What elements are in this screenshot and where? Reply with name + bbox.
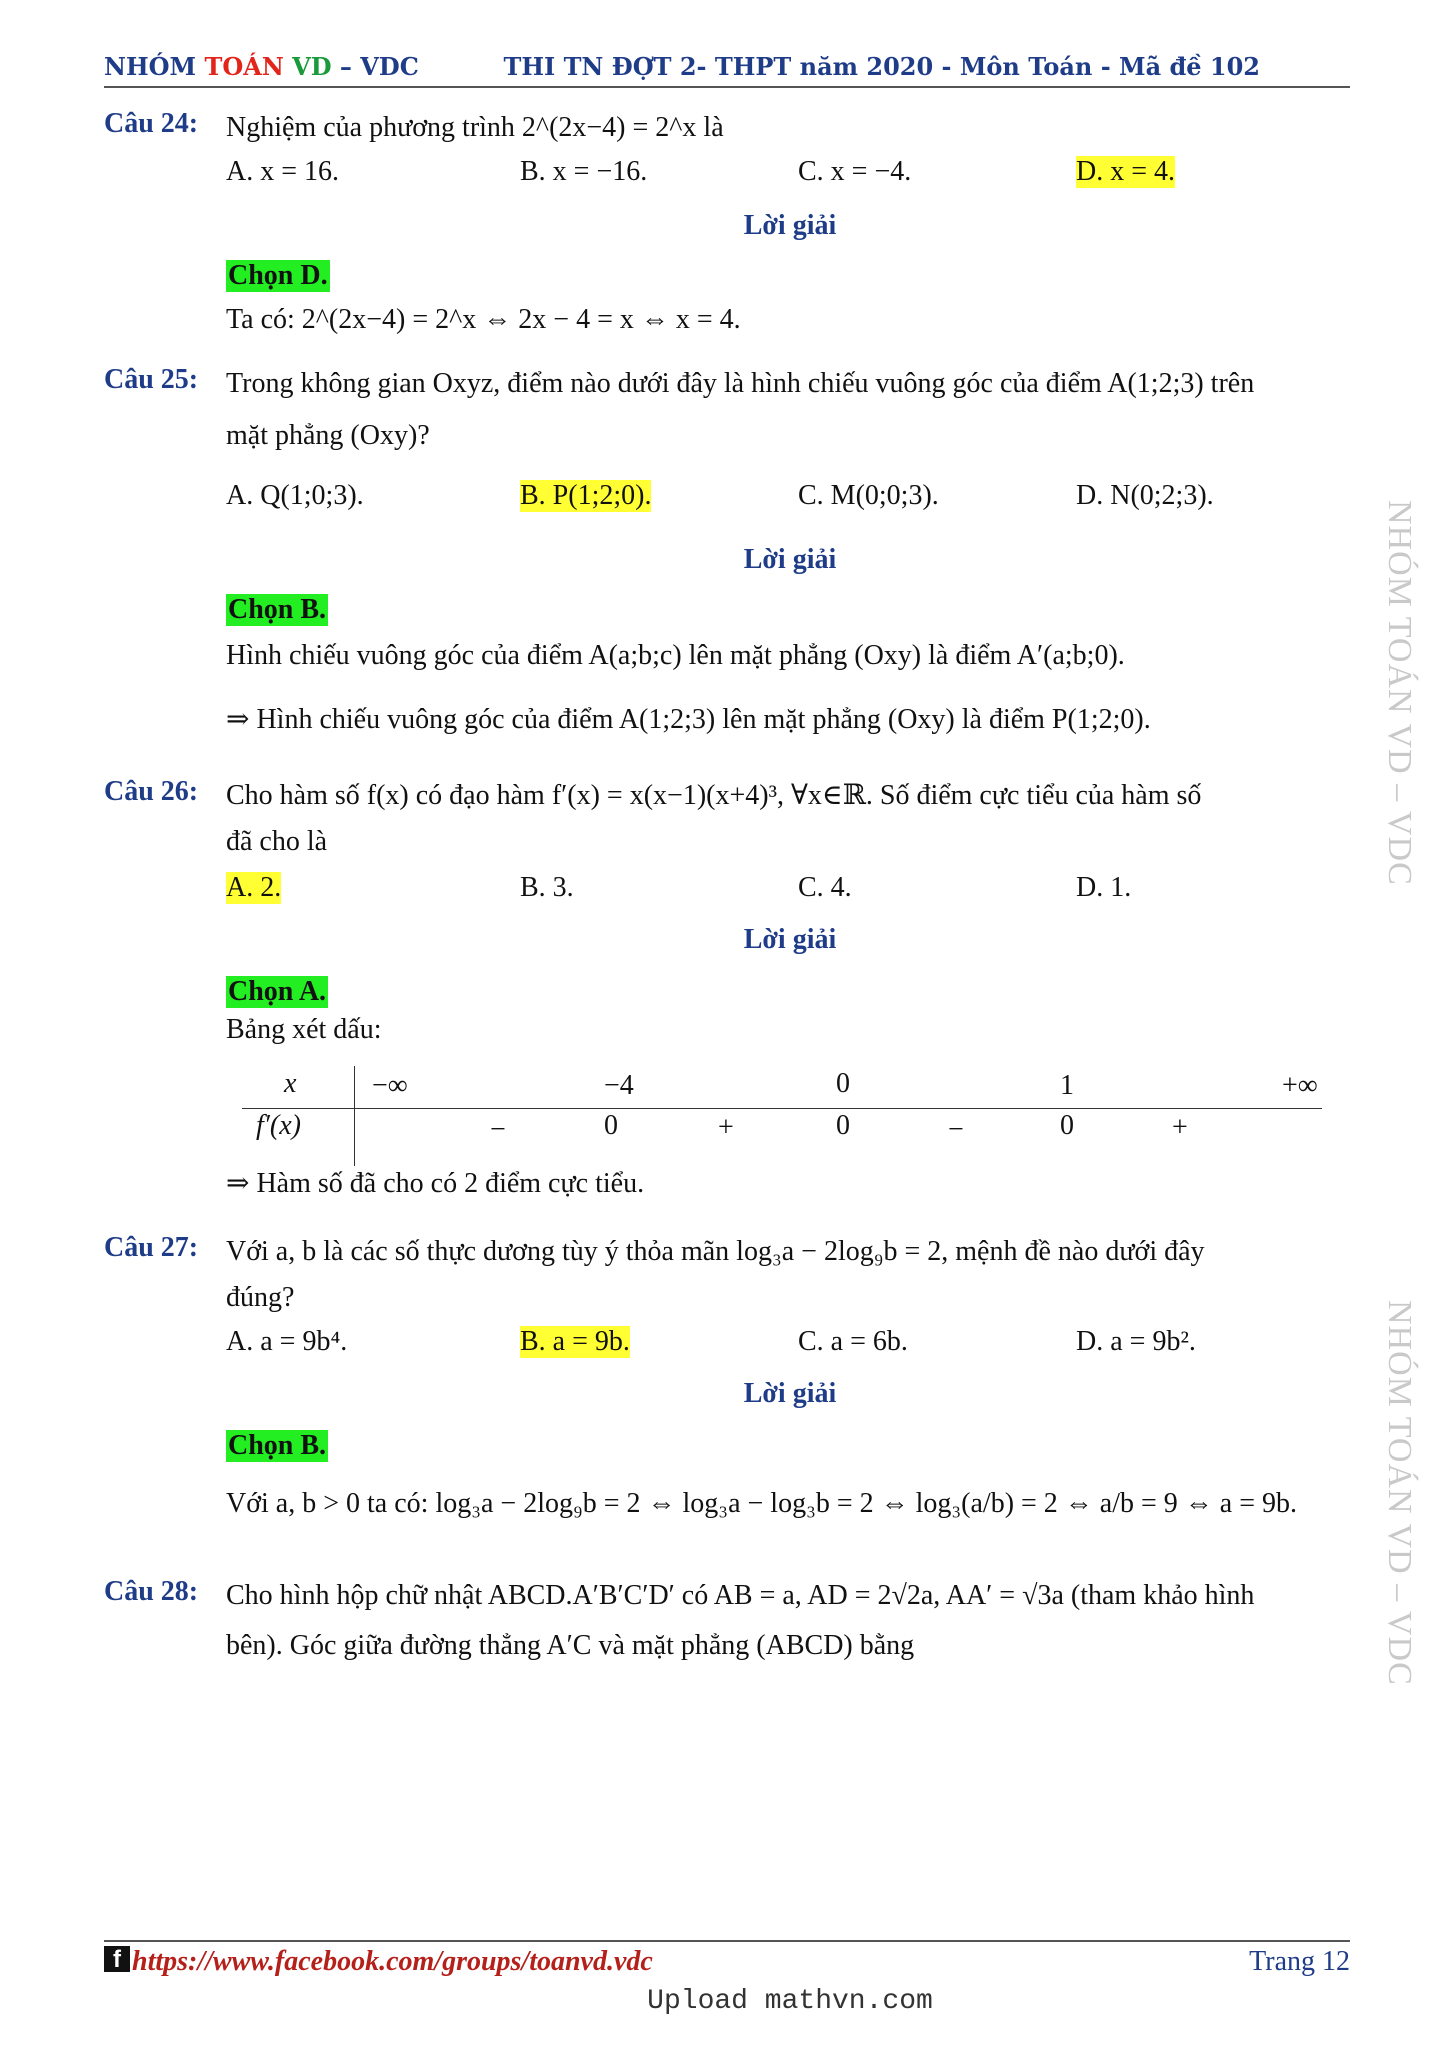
- row1-value: −∞: [372, 1070, 408, 1101]
- question-text-cont: bên). Góc giữa đường thẳng A′C và mặt phẳng (ABCD) bằng: [226, 1630, 915, 1661]
- row1-value: −4: [604, 1070, 634, 1101]
- row2-sign: −: [948, 1114, 964, 1145]
- option-d: D. N(0;2;3).: [1076, 480, 1214, 511]
- question-text: Với a, b là các số thực dương tùy ý thỏa mãn log₃a − 2log₉b = 2, mệnh đề nào dưới đây: [226, 1236, 1205, 1267]
- option-d-correct: D. x = 4.: [1076, 156, 1176, 187]
- header-group-name: NHÓM TOÁN VD – VDC: [104, 52, 419, 81]
- solution-line: Hình chiếu vuông góc của điểm A(a;b;c) lên mặt phẳng (Oxy) là điểm A′(a;b;0).: [226, 640, 1125, 671]
- question-text-cont: mặt phẳng (Oxy)?: [226, 420, 430, 451]
- option-a-correct: A. 2.: [226, 872, 282, 903]
- solution-heading: Lời giải: [743, 1378, 837, 1409]
- facebook-link[interactable]: f https://www.facebook.com/groups/toanvd.vdc: [104, 1946, 653, 1978]
- chosen-answer: Chọn A.: [228, 976, 327, 1007]
- table-divider: [354, 1066, 355, 1166]
- sign-table: [242, 1066, 1322, 1166]
- option-c: C. 4.: [798, 872, 852, 903]
- upload-credit: Upload mathvn.com: [647, 1986, 933, 2017]
- question-text-cont: đã cho là: [226, 826, 328, 857]
- option-b-correct: B. P(1;2;0).: [520, 480, 652, 511]
- row2-value: 0: [1060, 1110, 1074, 1141]
- solution-line: Bảng xét dấu:: [226, 1014, 382, 1045]
- option-a: A. x = 16.: [226, 156, 340, 187]
- footer-divider: [104, 1940, 1350, 1942]
- solution-heading: Lời giải: [743, 544, 837, 575]
- solution-heading: Lời giải: [743, 924, 837, 955]
- row2-label: f′(x): [256, 1110, 301, 1141]
- option-d: D. a = 9b².: [1076, 1326, 1196, 1357]
- row2-value: 0: [836, 1110, 850, 1141]
- watermark: NHÓM TOÁN VD – VDC: [1381, 1300, 1418, 1686]
- solution-line: ⇒ Hình chiếu vuông góc của điểm A(1;2;3) lên mặt phẳng (Oxy) là điểm P(1;2;0).: [226, 704, 1151, 735]
- question-text-cont: đúng?: [226, 1282, 295, 1313]
- question-text: Nghiệm của phương trình 2^(2x−4) = 2^x là: [226, 112, 724, 143]
- chosen-answer: Chọn D.: [228, 260, 328, 291]
- chosen-answer: Chọn B.: [228, 594, 327, 625]
- option-a: A. Q(1;0;3).: [226, 480, 364, 511]
- chosen-answer: Chọn B.: [228, 1430, 327, 1461]
- row1-label: x: [284, 1068, 297, 1099]
- page-header: [104, 52, 1350, 88]
- row2-sign: +: [1172, 1112, 1188, 1143]
- option-d: D. 1.: [1076, 872, 1132, 903]
- row1-value: +∞: [1282, 1070, 1318, 1101]
- page-number: Trang 12: [1249, 1946, 1350, 1977]
- solution-line: ⇒ Hàm số đã cho có 2 điểm cực tiểu.: [226, 1168, 645, 1199]
- watermark: NHÓM TOÁN VD – VDC: [1381, 500, 1418, 886]
- row2-sign: −: [490, 1114, 506, 1145]
- solution-line: Ta có: 2^(2x−4) = 2^x ⇔ 2x − 4 = x ⇔ x = 4.: [226, 304, 741, 335]
- solution-line: Với a, b > 0 ta có: log₃a − 2log₉b = 2 ⇔ log₃a − log₃b = 2 ⇔ log₃(a/b) = 2 ⇔ a/b = 9 ⇔ a = 9b.: [226, 1488, 1298, 1519]
- question-text: Trong không gian Oxyz, điểm nào dưới đây là hình chiếu vuông góc của điểm A(1;2;3) trên: [226, 368, 1255, 399]
- question-number: Câu 27:: [104, 1232, 199, 1263]
- option-b-correct: B. a = 9b.: [520, 1326, 630, 1357]
- row1-value: 0: [836, 1068, 850, 1099]
- header-exam-title: THI TN ĐỢT 2- THPT năm 2020 - Môn Toán - Mã đề 102: [503, 52, 1260, 81]
- question-text: Cho hình hộp chữ nhật ABCD.A′B′C′D′ có AB = a, AD = 2√2a, AA′ = √3a (tham khảo hình: [226, 1580, 1255, 1611]
- question-number: Câu 28:: [104, 1576, 199, 1607]
- option-b: B. x = −16.: [520, 156, 648, 187]
- question-number: Câu 24:: [104, 108, 199, 139]
- row2-value: 0: [604, 1110, 618, 1141]
- option-c: C. M(0;0;3).: [798, 480, 939, 511]
- option-a: A. a = 9b⁴.: [226, 1326, 348, 1357]
- question-number: Câu 25:: [104, 364, 199, 395]
- question-number: Câu 26:: [104, 776, 199, 807]
- option-b: B. 3.: [520, 872, 574, 903]
- option-c: C. a = 6b.: [798, 1326, 908, 1357]
- facebook-icon: f: [104, 1946, 130, 1972]
- table-divider: [242, 1108, 1322, 1109]
- solution-heading: Lời giải: [743, 210, 837, 241]
- row2-sign: +: [718, 1112, 734, 1143]
- row1-value: 1: [1060, 1070, 1074, 1101]
- question-text: Cho hàm số f(x) có đạo hàm f′(x) = x(x−1)(x+4)³, ∀x∈ℝ. Số điểm cực tiểu của hàm số: [226, 780, 1202, 811]
- option-c: C. x = −4.: [798, 156, 912, 187]
